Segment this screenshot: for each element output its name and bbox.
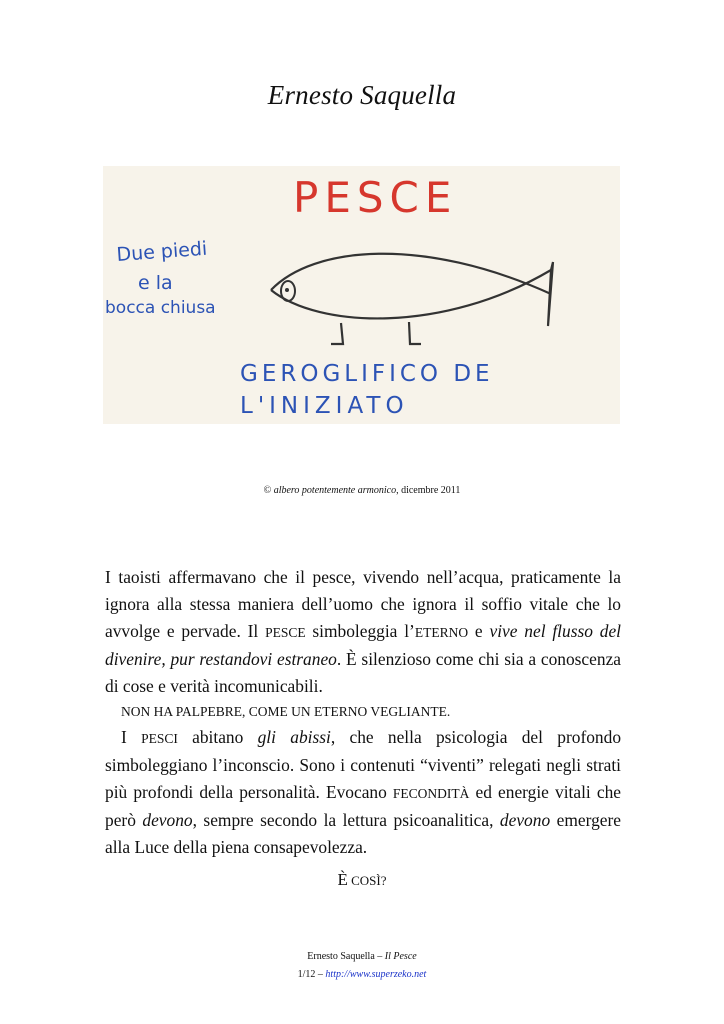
image-caption bbox=[0, 485, 724, 496]
p1-text-4: . È silenzioso come chi sia a conoscenza di cose e verità incomunicabili. bbox=[105, 649, 622, 696]
footer-url-link[interactable]: http://www.superzeko.net bbox=[325, 969, 427, 980]
paragraph-2 bbox=[105, 724, 621, 861]
p1-smallcaps-eterno: ETERNO bbox=[414, 625, 469, 640]
footer-work: Il Pesce bbox=[384, 951, 417, 962]
caption-date: , dicembre 2011 bbox=[396, 485, 461, 496]
p2-text-5: , sempre secondo la lettura psicoanalitica, bbox=[192, 810, 500, 830]
p2-smallcaps-pesci: PESCI bbox=[141, 731, 178, 746]
footer-page-number: 1/12 – bbox=[297, 969, 326, 980]
closing-rest: COSÌ? bbox=[347, 873, 387, 888]
caption-source: albero potentemente armonico bbox=[273, 485, 397, 496]
fish-drawing bbox=[103, 166, 620, 424]
note-line: NON HA PALPEBRE, COME UN ETERNO VEGLIANTE. bbox=[121, 704, 451, 719]
footer-author-line bbox=[0, 951, 724, 962]
closing-first: È bbox=[337, 870, 348, 889]
bottom-line-2: L'INIZIATO bbox=[240, 393, 409, 419]
footer-author: Ernesto Saquella – bbox=[307, 951, 385, 962]
fish-drawing-svg bbox=[103, 166, 620, 424]
bottom-line-1: GEROGLIFICO DE bbox=[240, 361, 494, 387]
body-text bbox=[105, 564, 621, 861]
paragraph-1 bbox=[105, 564, 621, 700]
p2-italic-devono-1: devono bbox=[142, 810, 193, 830]
p1-smallcaps-pesce: PESCE bbox=[265, 625, 306, 640]
p1-text-3: e bbox=[468, 621, 490, 641]
fish-eye-pupil bbox=[285, 288, 289, 292]
footer-page-line bbox=[0, 969, 724, 980]
p1-text-1: I taoisti affermavano che il pesce, vivendo nell’acqua, praticamente la ignora alla stessa maniera dell’uomo che ignora il soffio vitale che lo avvolge e pervade. Il bbox=[105, 567, 621, 641]
p2-text-2: abitano bbox=[177, 727, 258, 747]
p2-text-1: I bbox=[121, 727, 142, 747]
closing-question bbox=[0, 870, 724, 890]
p2-text-6: emergere alla Luce della piena consapevolezza. bbox=[105, 810, 621, 857]
p2-text-4: ed energie vitali che però bbox=[105, 782, 621, 830]
p2-smallcaps-fecondita: FECONDITÀ bbox=[392, 786, 470, 801]
author-title: Ernesto Saquella bbox=[267, 80, 457, 110]
p2-italic-abissi: gli abissi bbox=[257, 727, 331, 747]
p2-italic-devono-2: devono bbox=[499, 810, 551, 830]
p1-italic-phrase: vive nel flusso del divenire, pur restandovi estraneo bbox=[105, 621, 621, 669]
drawing-title: PESCE bbox=[293, 173, 458, 222]
p1-text-2: simboleggia l’ bbox=[305, 621, 415, 641]
p2-text-3: , che nella psicologia del profondo simboleggiano l’inconscio. Sono i contenuti “viventi” relegati negli strati più profondi della personalità. Evocano bbox=[105, 727, 622, 802]
side-note-line-1: Due piedi bbox=[115, 237, 208, 266]
copyright-symbol: © bbox=[263, 485, 272, 496]
side-note-line-2: e la bbox=[138, 272, 173, 294]
side-note-line-3: bocca chiusa bbox=[105, 298, 216, 318]
